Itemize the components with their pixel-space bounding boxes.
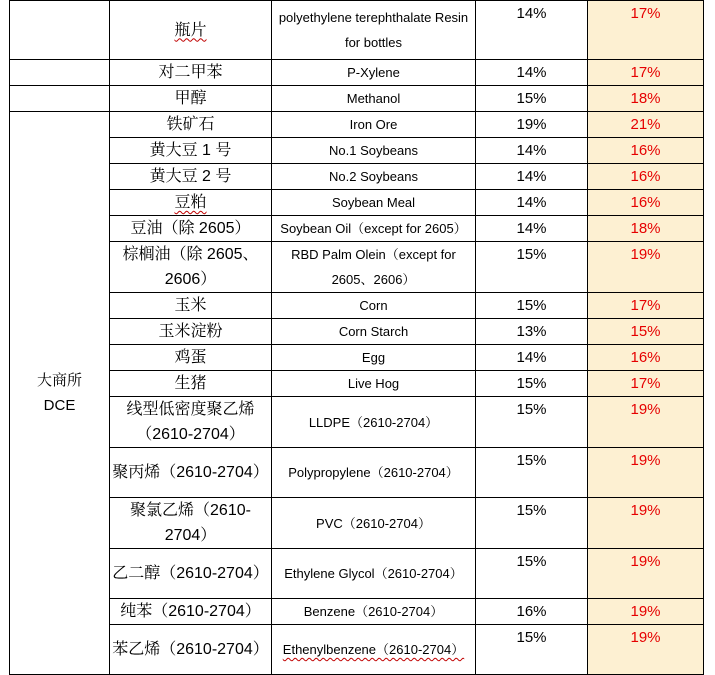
product-name-cn: 乙二醇（2610-2704） <box>110 549 272 599</box>
table-row <box>10 1 704 60</box>
current-margin: 15% <box>476 625 588 675</box>
product-name-en: Soybean Oil（except for 2605） <box>272 216 476 242</box>
new-margin: 18% <box>588 86 704 112</box>
new-margin: 17% <box>588 1 704 60</box>
product-name-cn: 豆粕 <box>110 190 272 216</box>
product-name-cn: 豆油（除 2605） <box>110 216 272 242</box>
product-name-en: Iron Ore <box>272 112 476 138</box>
product-name-cn: 铁矿石 <box>110 112 272 138</box>
product-name-cn: 瓶片 <box>110 1 272 60</box>
new-margin: 21% <box>588 112 704 138</box>
table-row <box>10 397 704 448</box>
new-margin: 19% <box>588 448 704 498</box>
new-margin: 19% <box>588 397 704 448</box>
new-margin: 17% <box>588 60 704 86</box>
product-name-en: Soybean Meal <box>272 190 476 216</box>
table-row <box>10 60 704 86</box>
new-margin: 19% <box>588 498 704 549</box>
current-margin: 16% <box>476 599 588 625</box>
current-margin: 14% <box>476 190 588 216</box>
product-name-en: Ethenylbenzene（2610-2704） <box>272 625 476 675</box>
exchange-cell <box>10 112 110 675</box>
product-name-en: Polypropylene（2610-2704） <box>272 448 476 498</box>
product-name-cn: 生猪 <box>110 371 272 397</box>
table-row <box>10 319 704 345</box>
new-margin: 15% <box>588 319 704 345</box>
current-margin: 14% <box>476 138 588 164</box>
new-margin: 18% <box>588 216 704 242</box>
current-margin: 15% <box>476 371 588 397</box>
new-margin: 19% <box>588 242 704 293</box>
current-margin: 14% <box>476 345 588 371</box>
product-name-cn: 黄大豆 2 号 <box>110 164 272 190</box>
table-row <box>10 599 704 625</box>
product-name-cn: 聚丙烯（2610-2704） <box>110 448 272 498</box>
table-row <box>10 216 704 242</box>
current-margin: 14% <box>476 216 588 242</box>
table-row <box>10 138 704 164</box>
new-margin: 16% <box>588 190 704 216</box>
product-name-en: Methanol <box>272 86 476 112</box>
current-margin: 15% <box>476 549 588 599</box>
exchange-name-cn: 大商所 <box>36 372 82 389</box>
table-row <box>10 164 704 190</box>
product-name-en: Ethylene Glycol（2610-2704） <box>272 549 476 599</box>
product-name-cn: 玉米淀粉 <box>110 319 272 345</box>
current-margin: 15% <box>476 242 588 293</box>
current-margin: 15% <box>476 293 588 319</box>
exchange-name-en: DCE <box>43 397 76 414</box>
table-row <box>10 625 704 675</box>
table-row <box>10 549 704 599</box>
product-name-cn: 聚氯乙烯（2610-2704） <box>110 498 272 549</box>
table-row <box>10 293 704 319</box>
product-name-en: Corn Starch <box>272 319 476 345</box>
product-name-cn: 纯苯（2610-2704） <box>110 599 272 625</box>
product-name-en: RBD Palm Olein（except for 2605、2606） <box>272 242 476 293</box>
table-row <box>10 345 704 371</box>
new-margin: 17% <box>588 293 704 319</box>
product-name-cn: 玉米 <box>110 293 272 319</box>
current-margin: 15% <box>476 448 588 498</box>
product-name-cn: 棕榈油（除 2605、2606） <box>110 242 272 293</box>
product-name-en: Corn <box>272 293 476 319</box>
product-name-cn: 黄大豆 1 号 <box>110 138 272 164</box>
current-margin: 14% <box>476 1 588 60</box>
new-margin: 19% <box>588 599 704 625</box>
new-margin: 19% <box>588 549 704 599</box>
current-margin: 14% <box>476 60 588 86</box>
table-row <box>10 371 704 397</box>
new-margin: 19% <box>588 625 704 675</box>
current-margin: 13% <box>476 319 588 345</box>
table-row <box>10 448 704 498</box>
product-name-en: Benzene（2610-2704） <box>272 599 476 625</box>
product-name-en: No.1 Soybeans <box>272 138 476 164</box>
current-margin: 15% <box>476 397 588 448</box>
product-name-cn: 甲醇 <box>110 86 272 112</box>
table-row <box>10 190 704 216</box>
current-margin: 14% <box>476 164 588 190</box>
exchange-cell-blank <box>10 1 110 60</box>
product-name-cn: 鸡蛋 <box>110 345 272 371</box>
product-name-en: Egg <box>272 345 476 371</box>
product-name-cn: 线型低密度聚乙烯（2610-2704） <box>110 397 272 448</box>
product-name-en: P-Xylene <box>272 60 476 86</box>
new-margin: 16% <box>588 345 704 371</box>
product-name-en: LLDPE（2610-2704） <box>272 397 476 448</box>
product-name-en: No.2 Soybeans <box>272 164 476 190</box>
current-margin: 19% <box>476 112 588 138</box>
table-row <box>10 498 704 549</box>
new-margin: 16% <box>588 138 704 164</box>
product-name-cn: 苯乙烯（2610-2704） <box>110 625 272 675</box>
product-name-en: polyethylene terephthalate Resin for bottles <box>272 1 476 60</box>
current-margin: 15% <box>476 498 588 549</box>
product-name-cn: 对二甲苯 <box>110 60 272 86</box>
table-row <box>10 86 704 112</box>
margin-table <box>9 0 704 675</box>
table-row <box>10 242 704 293</box>
new-margin: 17% <box>588 371 704 397</box>
product-name-en: Live Hog <box>272 371 476 397</box>
new-margin: 16% <box>588 164 704 190</box>
table-row <box>10 112 704 138</box>
product-name-en: PVC（2610-2704） <box>272 498 476 549</box>
current-margin: 15% <box>476 86 588 112</box>
